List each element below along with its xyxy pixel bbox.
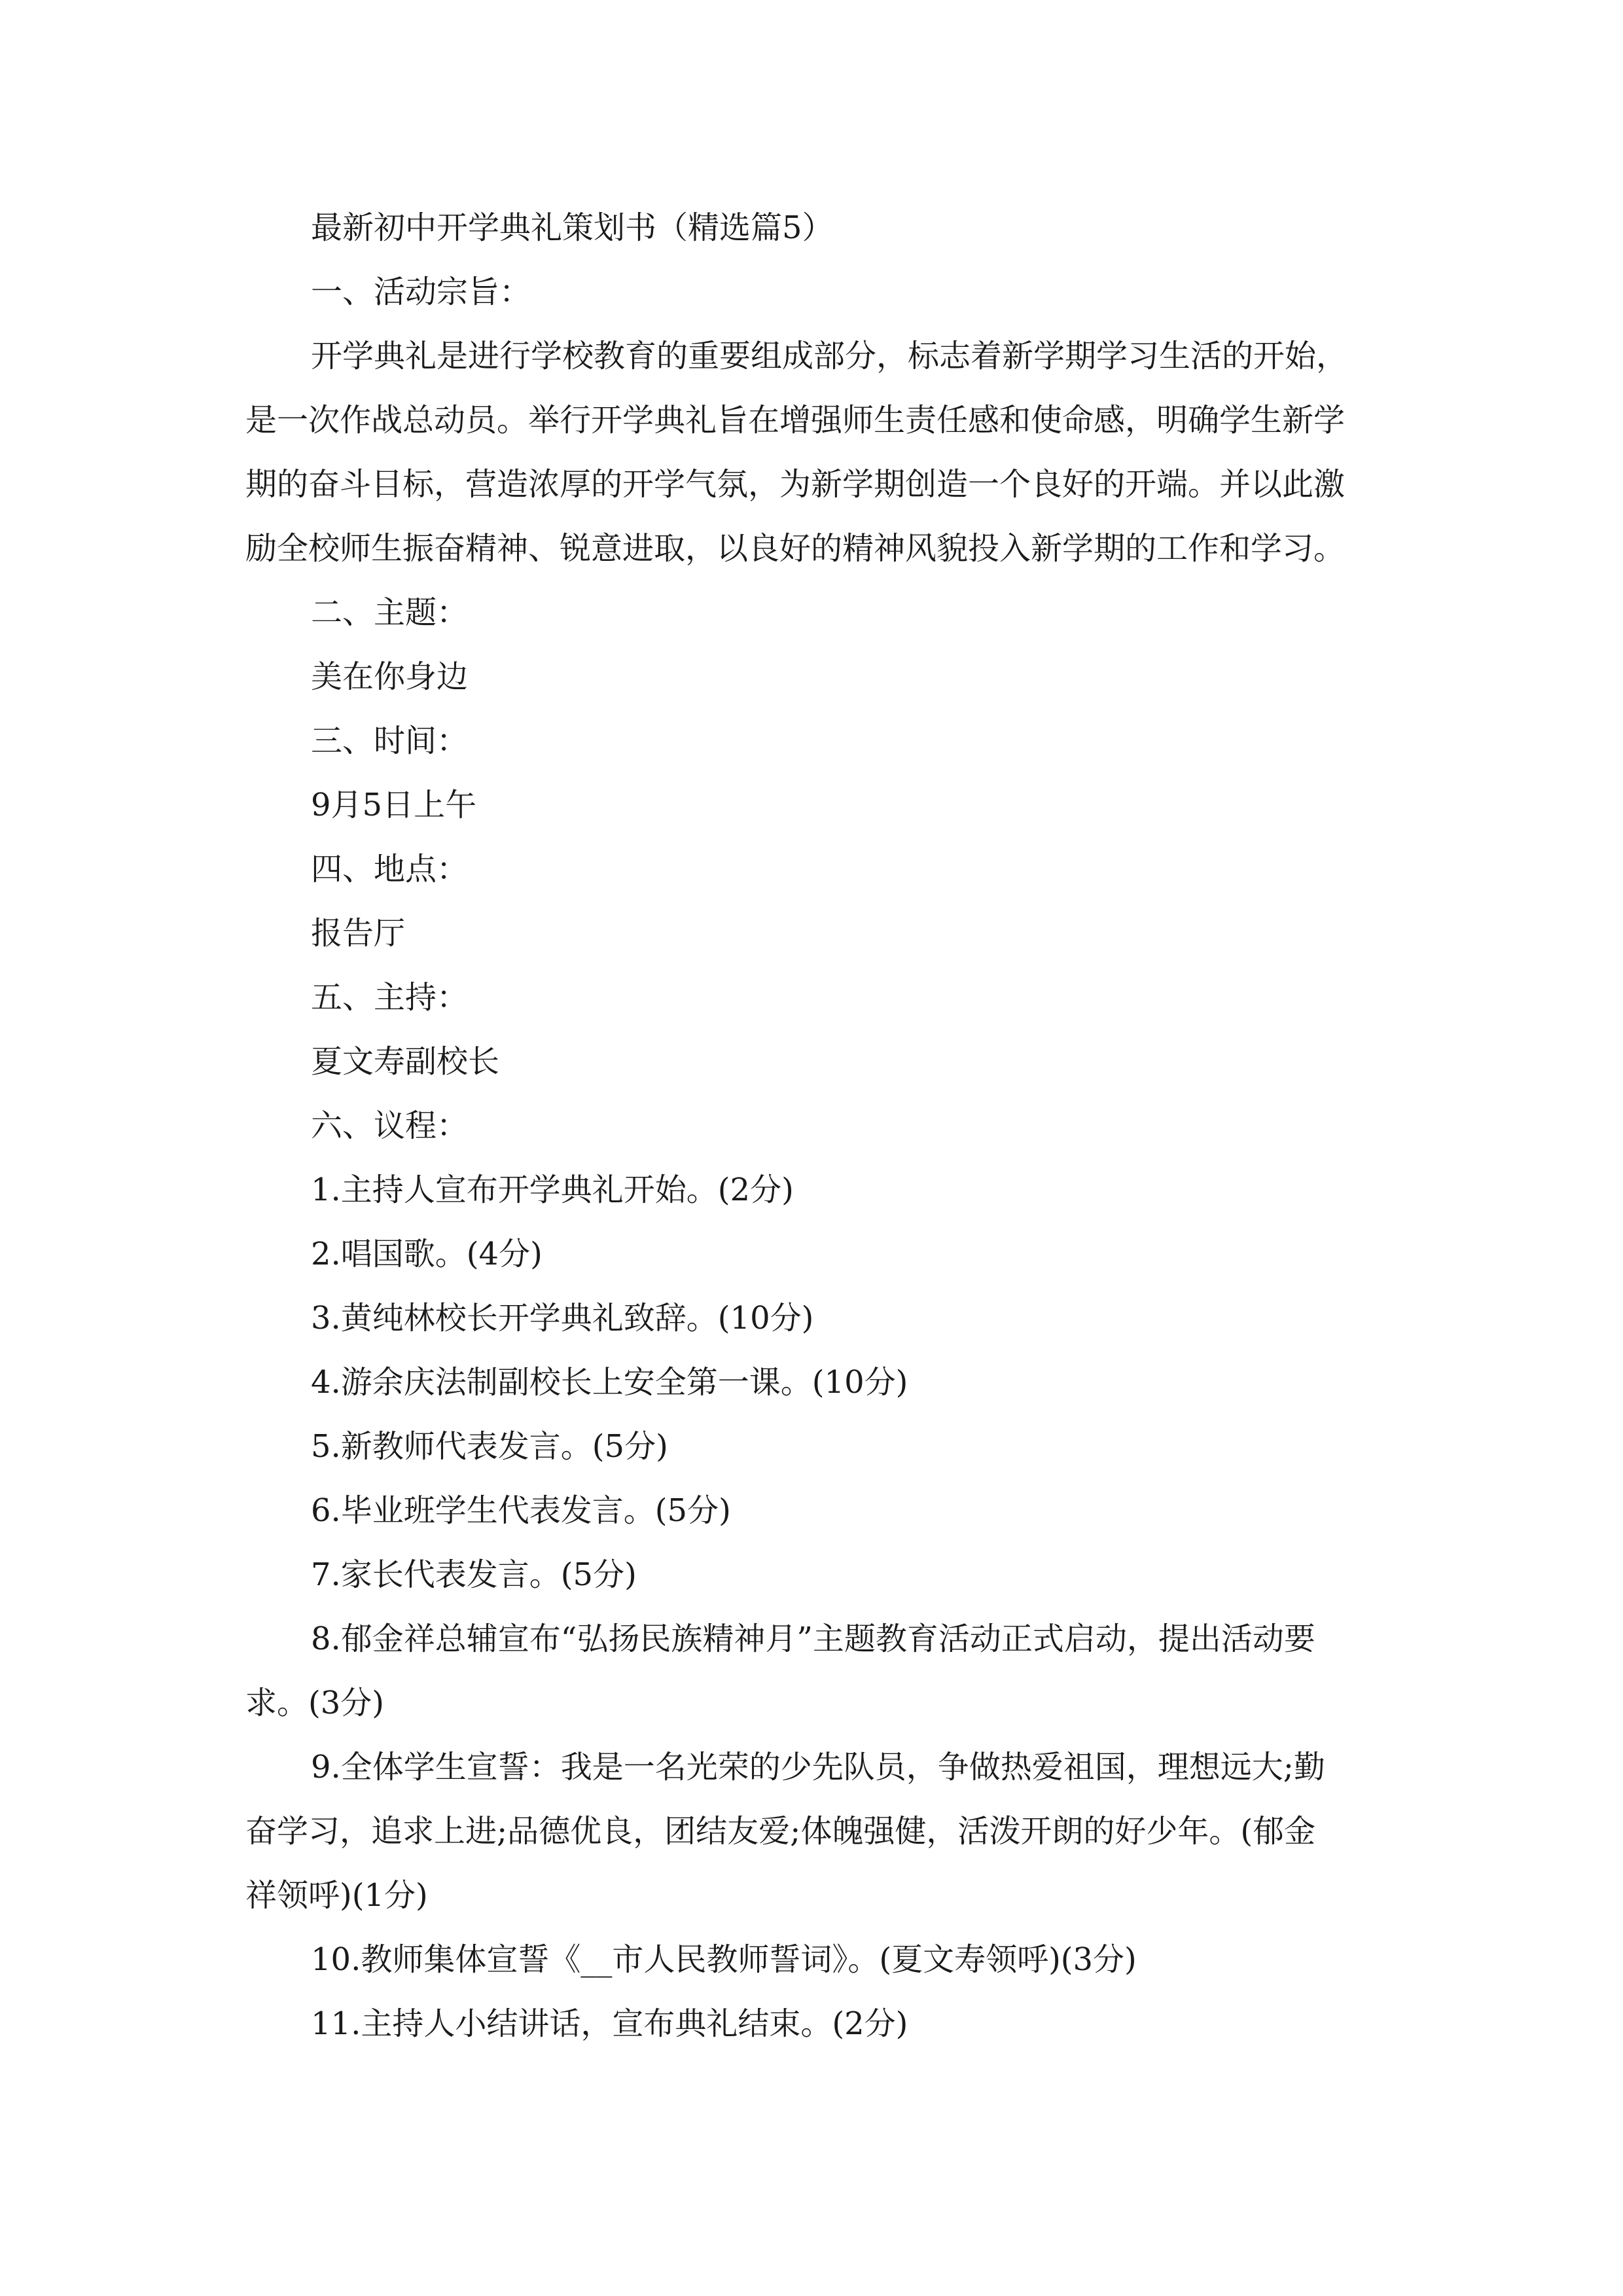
agenda-item: 2.唱国歌。(4分): [311, 1236, 543, 1272]
agenda-item: 7.家长代表发言。(5分): [311, 1556, 637, 1593]
agenda-item: 11.主持人小结讲话，宣布典礼结束。(2分): [311, 2005, 908, 2042]
agenda-item: 6.毕业班学生代表发言。(5分): [311, 1492, 731, 1529]
section-heading-agenda: 六、议程：: [311, 1107, 469, 1144]
section-heading-theme: 二、主题：: [311, 594, 469, 631]
agenda-item: 1.主持人宣布开学典礼开始。(2分): [311, 1172, 794, 1208]
section-value-host: 夏文寿副校长: [311, 1043, 500, 1080]
agenda-item-continuation: 奋学习，追求上进;品德优良，团结友爱;体魄强健，活泼开朗的好少年。(郁金: [245, 1813, 1316, 1850]
agenda-item: 4.游余庆法制副校长上安全第一课。(10分): [311, 1364, 908, 1401]
section-heading-place: 四、地点：: [311, 851, 469, 888]
paragraph-line: 期的奋斗目标，营造浓厚的开学气氛，为新学期创造一个良好的开端。并以此激: [245, 466, 1346, 503]
agenda-item-continuation: 求。(3分): [245, 1685, 384, 1721]
agenda-item: 8.郁金祥总辅宣布“弘扬民族精神月”主题教育活动正式启动，提出活动要: [311, 1621, 1315, 1657]
agenda-item: 5.新教师代表发言。(5分): [311, 1428, 668, 1465]
section-heading-purpose: 一、活动宗旨：: [311, 274, 531, 310]
paragraph-line: 开学典礼是进行学校教育的重要组成部分，标志着新学期学习生活的开始，: [311, 338, 1348, 374]
agenda-item: 3.黄纯林校长开学典礼致辞。(10分): [311, 1300, 814, 1336]
document-title: 最新初中开学典礼策划书（精选篇5）: [311, 209, 834, 246]
agenda-item: 10.教师集体宣誓《__市人民教师誓词》。(夏文寿领呼)(3分): [311, 1941, 1137, 1978]
section-heading-time: 三、时间：: [311, 723, 469, 759]
paragraph-line: 是一次作战总动员。举行开学典礼旨在增强师生责任感和使命感，明确学生新学: [245, 402, 1346, 439]
agenda-item-continuation: 祥领呼)(1分): [245, 1877, 428, 1914]
agenda-item: 9.全体学生宣誓：我是一名光荣的少先队员，争做热爱祖国，理想远大;勤: [311, 1749, 1325, 1785]
paragraph-line: 励全校师生振奋精神、锐意进取，以良好的精神风貌投入新学期的工作和学习。: [245, 530, 1346, 567]
section-value-theme: 美在你身边: [311, 658, 469, 695]
section-heading-host: 五、主持：: [311, 979, 469, 1016]
section-value-place: 报告厅: [311, 915, 406, 952]
section-value-time: 9月5日上午: [311, 787, 477, 823]
